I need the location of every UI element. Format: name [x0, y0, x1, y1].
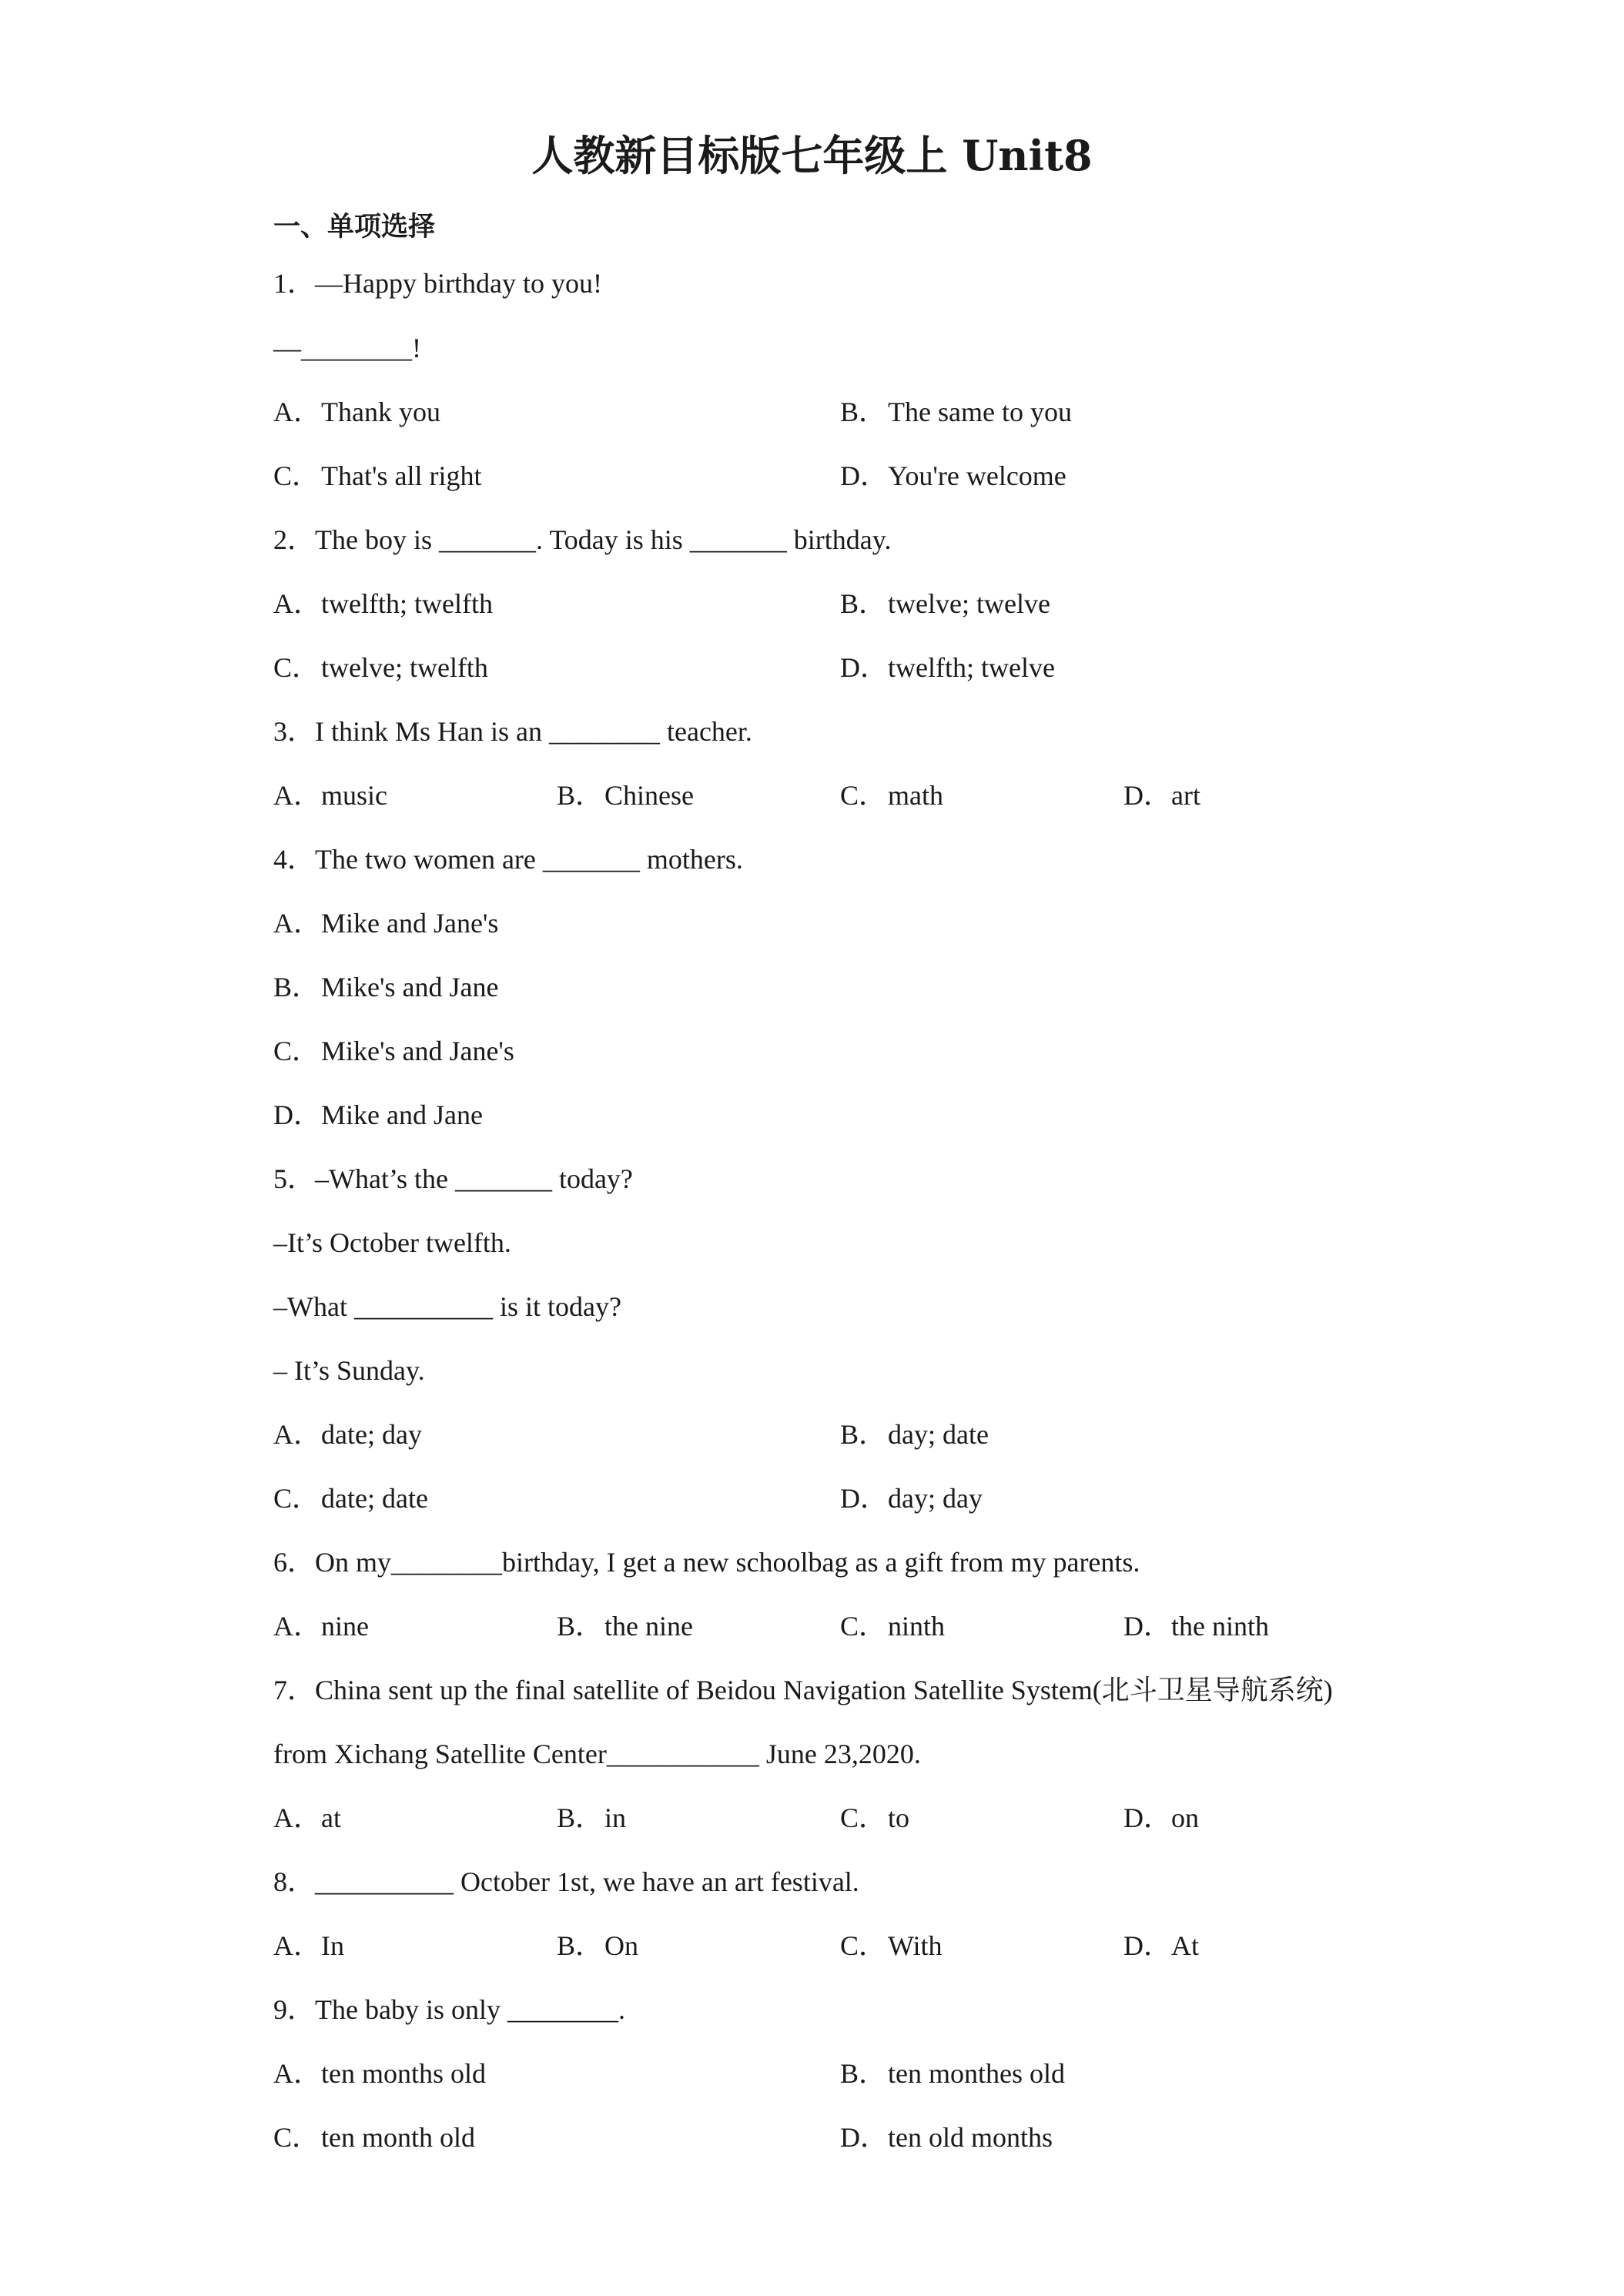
question-1-stem: 1．—Happy birthday to you! [273, 268, 602, 299]
question-2-stem: 2．The boy is _______. Today is his _______ birthday. [273, 524, 892, 555]
question-5-option-c[interactable]: C．date; date [273, 1483, 428, 1514]
section-heading: 一、单项选择 [273, 212, 436, 243]
question-2-option-b[interactable]: B．twelve; twelve [840, 588, 1050, 619]
question-9-option-a[interactable]: A．ten months old [273, 2058, 486, 2089]
question-4-option-c[interactable]: C．Mike's and Jane's [273, 1036, 514, 1066]
question-5-stem-line-2: –It’s October twelfth. [273, 1227, 511, 1258]
question-5-stem-line-3: –What __________ is it today? [273, 1291, 621, 1322]
question-7-stem-line-2: from Xichang Satellite Center___________ June 23,2020. [273, 1739, 921, 1769]
question-8-option-b[interactable]: B．On [557, 1930, 638, 1961]
question-2-option-a[interactable]: A．twelfth; twelfth [273, 588, 493, 619]
question-7-option-b[interactable]: B．in [557, 1802, 627, 1833]
question-9-option-c[interactable]: C．ten month old [273, 2122, 475, 2153]
question-8-option-d[interactable]: D．At [1123, 1930, 1199, 1961]
question-2-option-d[interactable]: D．twelfth; twelve [840, 652, 1055, 683]
question-8-option-c[interactable]: C．With [840, 1930, 943, 1961]
question-5-stem-line-4: – It’s Sunday. [273, 1355, 425, 1386]
question-5-option-b[interactable]: B．day; date [840, 1419, 989, 1450]
question-9-stem: 9．The baby is only ________. [273, 1994, 625, 2025]
question-7-option-a[interactable]: A．at [273, 1802, 341, 1833]
question-4-option-d[interactable]: D．Mike and Jane [273, 1099, 483, 1130]
question-8-option-a[interactable]: A．In [273, 1930, 344, 1961]
question-5-option-a[interactable]: A．date; day [273, 1419, 422, 1450]
question-5-option-d[interactable]: D．day; day [840, 1483, 983, 1514]
question-4-option-b[interactable]: B．Mike's and Jane [273, 972, 499, 1002]
question-3-stem: 3．I think Ms Han is an ________ teacher. [273, 716, 752, 747]
question-6-option-d[interactable]: D．the ninth [1123, 1611, 1269, 1642]
question-9-option-d[interactable]: D．ten old months [840, 2122, 1053, 2153]
question-3-option-d[interactable]: D．art [1123, 780, 1200, 811]
question-2-option-c[interactable]: C．twelve; twelfth [273, 652, 488, 683]
question-1-option-d[interactable]: D．You're welcome [840, 460, 1066, 491]
question-1-stem-reply: —________! [273, 333, 421, 363]
question-1-option-b[interactable]: B．The same to you [840, 397, 1072, 427]
question-1-option-a[interactable]: A．Thank you [273, 397, 440, 427]
question-4-option-a[interactable]: A．Mike and Jane's [273, 908, 499, 939]
question-6-option-c[interactable]: C．ninth [840, 1611, 946, 1642]
question-3-option-c[interactable]: C．math [840, 780, 943, 811]
question-1-option-c[interactable]: C．That's all right [273, 460, 482, 491]
question-6-option-a[interactable]: A．nine [273, 1611, 369, 1642]
question-3-option-b[interactable]: B．Chinese [557, 780, 694, 811]
question-7-stem: 7．China sent up the final satellite of Beidou Navigation Satellite System(北斗卫星导航系统) [273, 1675, 1333, 1705]
question-3-option-a[interactable]: A．music [273, 780, 387, 811]
question-8-stem: 8．__________ October 1st, we have an art festival. [273, 1866, 859, 1897]
question-7-option-d[interactable]: D．on [1123, 1802, 1199, 1833]
question-5-stem: 5．–What’s the _______ today? [273, 1163, 633, 1194]
question-6-option-b[interactable]: B．the nine [557, 1611, 693, 1642]
page-title: 人教新目标版七年级上 Unit8 [531, 131, 1093, 180]
question-4-stem: 4．The two women are _______ mothers. [273, 844, 743, 875]
question-6-stem: 6．On my________birthday, I get a new schoolbag as a gift from my parents. [273, 1547, 1140, 1578]
question-7-option-c[interactable]: C．to [840, 1802, 910, 1833]
question-9-option-b[interactable]: B．ten monthes old [840, 2058, 1065, 2089]
